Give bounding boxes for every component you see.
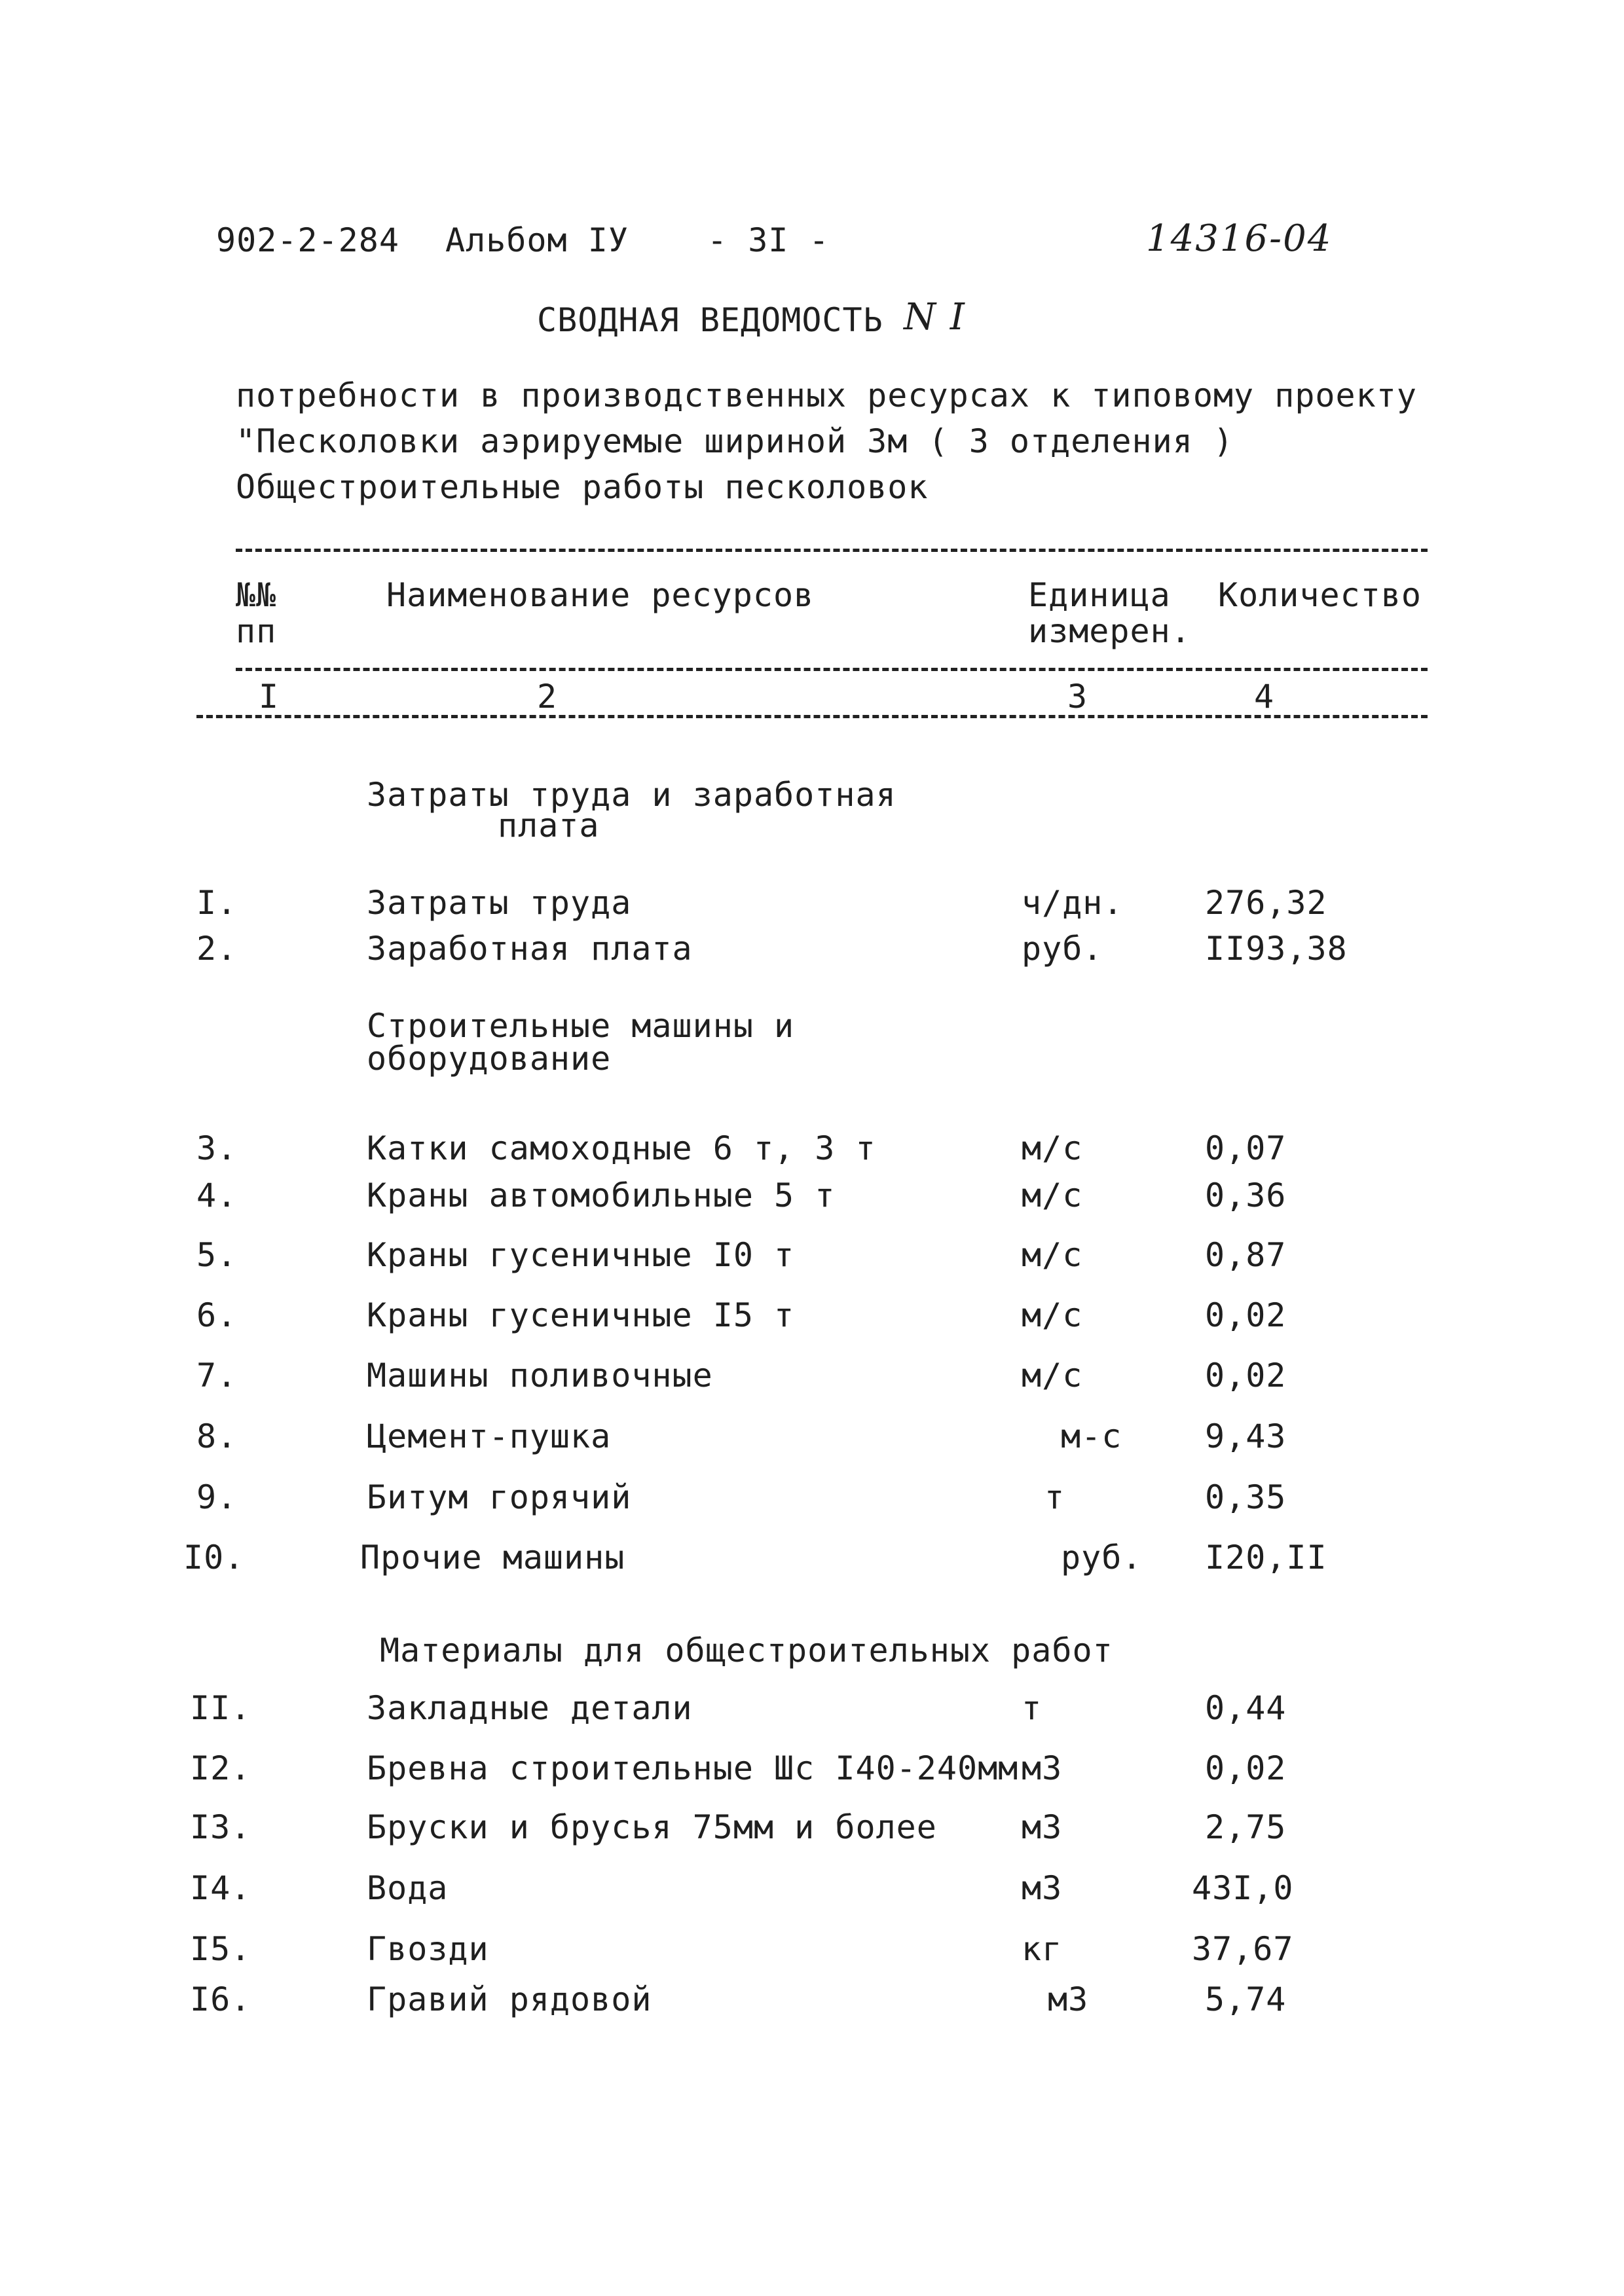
- row-unit: м/с: [1022, 1176, 1083, 1214]
- row-unit: м3: [1022, 1749, 1063, 1787]
- row-name: Цемент-пушка: [367, 1417, 612, 1455]
- column-number-3: 3: [1067, 678, 1088, 716]
- row-number: 2.: [196, 930, 238, 968]
- row-quantity: 0,02: [1205, 1296, 1287, 1334]
- table-top-rule: [236, 549, 1428, 552]
- row-quantity: 0,02: [1205, 1749, 1287, 1787]
- row-quantity: I20,II: [1205, 1539, 1327, 1576]
- row-number: I2.: [190, 1749, 251, 1787]
- row-unit: м/с: [1022, 1129, 1083, 1167]
- row-unit: руб.: [1022, 930, 1103, 968]
- document-number: 14316-04: [1146, 217, 1333, 260]
- row-quantity: 0,44: [1205, 1689, 1287, 1727]
- project-code: 902-2-284: [216, 221, 399, 259]
- column-header-unit-2: измерен.: [1028, 612, 1191, 650]
- row-name: Краны гусеничные I5 т: [367, 1296, 795, 1334]
- album-label: Альбом IУ: [445, 221, 629, 259]
- row-unit: м-с: [1061, 1417, 1122, 1455]
- section-heading: Материалы для общестроительных работ: [380, 1631, 1113, 1669]
- page-number: - 3I -: [707, 221, 830, 259]
- row-quantity: 0,02: [1205, 1357, 1287, 1394]
- row-number: 3.: [196, 1129, 238, 1167]
- row-number: II.: [190, 1689, 251, 1727]
- row-quantity: 0,07: [1205, 1129, 1287, 1167]
- section-heading-cont: плата: [498, 807, 600, 845]
- row-unit: кг: [1022, 1930, 1063, 1968]
- section-heading-cont: оборудование: [367, 1040, 612, 1078]
- row-quantity: 0,87: [1205, 1236, 1287, 1274]
- subtitle-line-3: Общестроительные работы песколовок: [236, 468, 929, 506]
- column-header-unit: Единица: [1028, 576, 1171, 614]
- row-number: 9.: [196, 1478, 238, 1516]
- row-number: 5.: [196, 1236, 238, 1274]
- row-unit: руб.: [1061, 1539, 1143, 1576]
- row-number: I0.: [183, 1539, 245, 1576]
- column-number-1: I: [259, 678, 280, 716]
- row-name: Гравий рядовой: [367, 1980, 652, 2018]
- column-header-qty: Количество: [1218, 576, 1422, 614]
- column-header-name: Наименование ресурсов: [386, 576, 815, 614]
- row-number: 6.: [196, 1296, 238, 1334]
- row-quantity: 43I,0: [1192, 1869, 1294, 1907]
- row-number: I3.: [190, 1808, 251, 1846]
- title-number: N I: [904, 296, 966, 338]
- row-unit: т: [1022, 1689, 1043, 1727]
- page-title: СВОДНАЯ ВЕДОМОСТЬ: [537, 301, 883, 339]
- row-unit: м/с: [1022, 1357, 1083, 1394]
- row-name: Бревна строительные Шс I40-240мм: [367, 1749, 1019, 1787]
- row-name: Затраты труда: [367, 884, 632, 922]
- row-quantity: 9,43: [1205, 1417, 1287, 1455]
- row-unit: ч/дн.: [1022, 884, 1124, 922]
- section-heading: Строительные машины и: [367, 1007, 795, 1045]
- row-number: 8.: [196, 1417, 238, 1455]
- column-header-num-2: пп: [236, 612, 277, 650]
- row-name: Вода: [367, 1869, 449, 1907]
- row-name: Катки самоходные 6 т, 3 т: [367, 1129, 876, 1167]
- row-unit: т: [1044, 1478, 1065, 1516]
- row-name: Краны автомобильные 5 т: [367, 1176, 836, 1214]
- row-number: I4.: [190, 1869, 251, 1907]
- row-name: Прочие машины: [360, 1539, 625, 1576]
- row-quantity: 5,74: [1205, 1980, 1287, 2018]
- row-name: Машины поливочные: [367, 1357, 713, 1394]
- row-name: Заработная плата: [367, 930, 693, 968]
- subtitle-line-2: "Песколовки аэрируемые шириной 3м ( 3 отделения ): [236, 422, 1234, 460]
- section-heading: Затраты труда и заработная: [367, 776, 896, 814]
- table-numbers-rule: [196, 715, 1428, 718]
- subtitle-line-1: потребности в производственных ресурсах к типовому проекту: [236, 376, 1417, 414]
- row-number: 7.: [196, 1357, 238, 1394]
- row-name: Закладные детали: [367, 1689, 693, 1727]
- row-unit: м3: [1022, 1869, 1063, 1907]
- row-number: 4.: [196, 1176, 238, 1214]
- row-name: Бруски и брусья 75мм и более: [367, 1808, 937, 1846]
- column-number-4: 4: [1254, 678, 1275, 716]
- row-unit: м3: [1022, 1808, 1063, 1846]
- row-unit: м/с: [1022, 1296, 1083, 1334]
- row-quantity: 0,35: [1205, 1478, 1287, 1516]
- table-header-rule: [236, 668, 1428, 671]
- row-quantity: 2,75: [1205, 1808, 1287, 1846]
- row-quantity: II93,38: [1205, 930, 1348, 968]
- row-unit: м/с: [1022, 1236, 1083, 1274]
- column-number-2: 2: [537, 678, 558, 716]
- column-header-num: №№: [236, 576, 277, 614]
- row-number: I5.: [190, 1930, 251, 1968]
- row-name: Краны гусеничные I0 т: [367, 1236, 795, 1274]
- row-name: Битум горячий: [367, 1478, 632, 1516]
- row-name: Гвозди: [367, 1930, 489, 1968]
- row-unit: м3: [1048, 1980, 1089, 2018]
- row-number: I.: [196, 884, 238, 922]
- row-number: I6.: [190, 1980, 251, 2018]
- row-quantity: 0,36: [1205, 1176, 1287, 1214]
- row-quantity: 276,32: [1205, 884, 1327, 922]
- row-quantity: 37,67: [1192, 1930, 1294, 1968]
